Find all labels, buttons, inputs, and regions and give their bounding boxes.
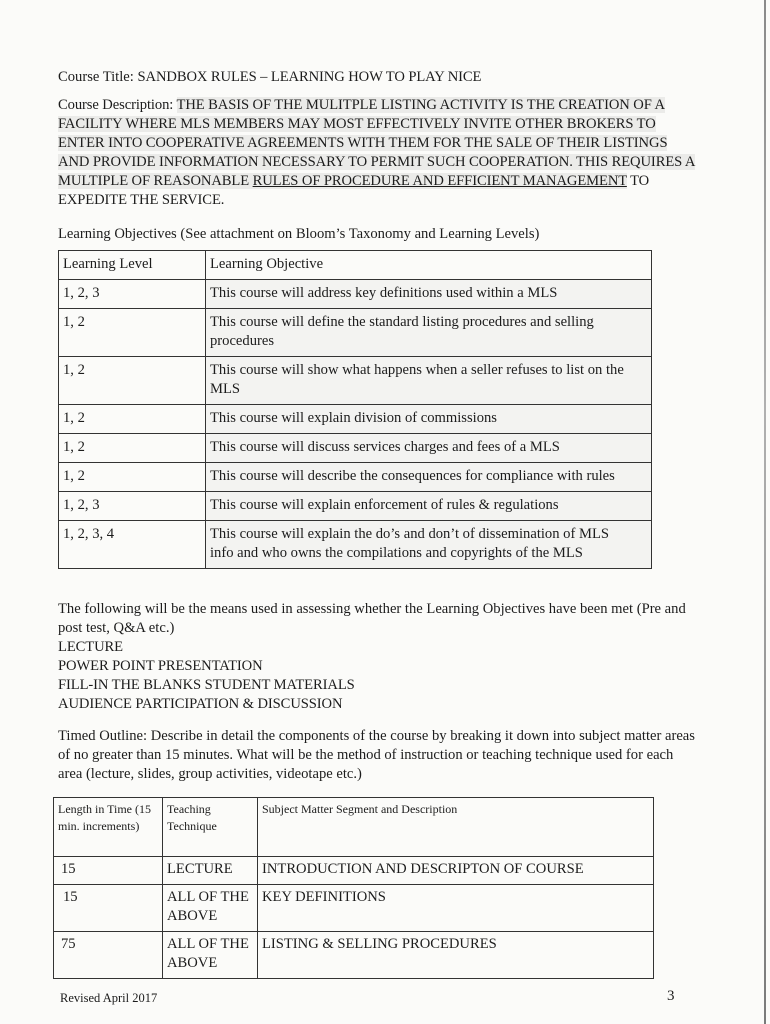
table-header-row [59,251,652,280]
assessment-item-lecture: LECTURE [58,639,123,655]
row-level: 1, 2 [59,309,206,357]
assessment-item-fill-in: FILL-IN THE BLANKS STUDENT MATERIALS [58,677,355,693]
table-row [59,463,652,492]
timed-outline-table [53,797,654,979]
table-row [59,492,652,521]
row-time: 15 [54,885,163,932]
assessment-intro: The following will be the means used in assessing whether the Learning Objectives have been met (Pre and post test, Q&A etc.) [58,601,686,636]
table-row [59,280,652,309]
table-header-row [54,798,654,857]
row-objective: This course will explain division of commissions [206,405,652,434]
course-title-label: Course Title: [58,69,138,85]
table-row [54,885,654,932]
row-subject: INTRODUCTION AND DESCRIPTON OF COURSE [258,857,654,885]
timed-outline-intro: Timed Outline: Describe in detail the components of the course by breaking it down into subject matter areas of no greater than 15 minutes. What will be the method of instruction or teaching technique used for each area (lecture, slides, group activities, videotape etc.) [58,728,695,782]
row-level: 1, 2, 3 [59,280,206,309]
course-description-end: TO EXPEDITE THE SERVICE. [58,173,650,208]
table-row [59,405,652,434]
table-row [59,434,652,463]
course-description-label: Course Description: [58,97,177,113]
row-level: 1, 2 [59,434,206,463]
learning-objectives-intro: Learning Objectives (See attachment on Bloom’s Taxonomy and Learning Levels) [58,226,540,242]
row-technique: ALL OF THE ABOVE [163,932,258,979]
table-row [59,357,652,405]
row-technique: LECTURE [163,857,258,885]
row-objective: This course will describe the consequences for compliance with rules [206,463,652,492]
row-objective: This course will show what happens when a seller refuses to list on the MLS [206,357,652,405]
learning-objectives-table [58,250,652,569]
row-time: 75 [54,932,163,979]
row-subject: LISTING & SELLING PROCEDURES [258,932,654,979]
page-number: 3 [667,988,675,1004]
row-level: 1, 2 [59,463,206,492]
course-description-underlined: RULES OF PROCEDURE AND EFFICIENT MANAGEMENT [252,173,627,189]
header-teaching-technique: Teaching Technique [163,798,258,857]
row-subject: KEY DEFINITIONS [258,885,654,932]
table-row [54,857,654,885]
scan-edge-line [764,0,766,1024]
row-objective: This course will explain enforcement of rules & regulations [206,492,652,521]
row-objective: This course will explain the do’s and don’t of dissemination of MLS info and who owns the compilations and copyrights of the MLS [206,521,652,569]
row-technique: ALL OF THE ABOVE [163,885,258,932]
header-learning-level: Learning Level [59,251,206,280]
assessment-section [58,600,698,714]
header-length-in-time: Length in Time (15 min. increments) [54,798,163,857]
row-level: 1, 2 [59,357,206,405]
row-level: 1, 2 [59,405,206,434]
table-row [59,521,652,569]
assessment-item-participation: AUDIENCE PARTICIPATION & DISCUSSION [58,696,343,712]
header-learning-objective: Learning Objective [206,251,652,280]
course-description-text: THE BASIS OF THE MULITPLE LISTING ACTIVITY IS THE CREATION OF A FACILITY WHERE MLS MEMBERS MAY MOST EFFECTIVELY INVITE OTHER BROKERS TO ENTER INTO COOPERATIVE AGREEMENTS WITH THEM FOR THE SALE OF THEIR LISTINGS AND PROVIDE INFORMATION NECESSARY TO PERMIT SUCH COOPERATION. THIS REQUIRES A MULTIPLE OF REASONABLE [58,97,696,189]
table-row [54,932,654,979]
course-title [58,68,698,87]
assessment-item-powerpoint: POWER POINT PRESENTATION [58,658,263,674]
course-description [58,96,698,210]
row-level: 1, 2, 3 [59,492,206,521]
table-row [59,309,652,357]
row-objective: This course will discuss services charges and fees of a MLS [206,434,652,463]
header-subject-matter: Subject Matter Segment and Description [258,798,654,857]
revised-date: Revised April 2017 [60,991,158,1005]
row-objective: This course will address key definitions used within a MLS [206,280,652,309]
row-level: 1, 2, 3, 4 [59,521,206,569]
course-title-value: SANDBOX RULES – LEARNING HOW TO PLAY NICE [137,69,482,85]
row-time: 15 [54,857,163,885]
row-objective: This course will define the standard listing procedures and selling procedures [206,309,652,357]
